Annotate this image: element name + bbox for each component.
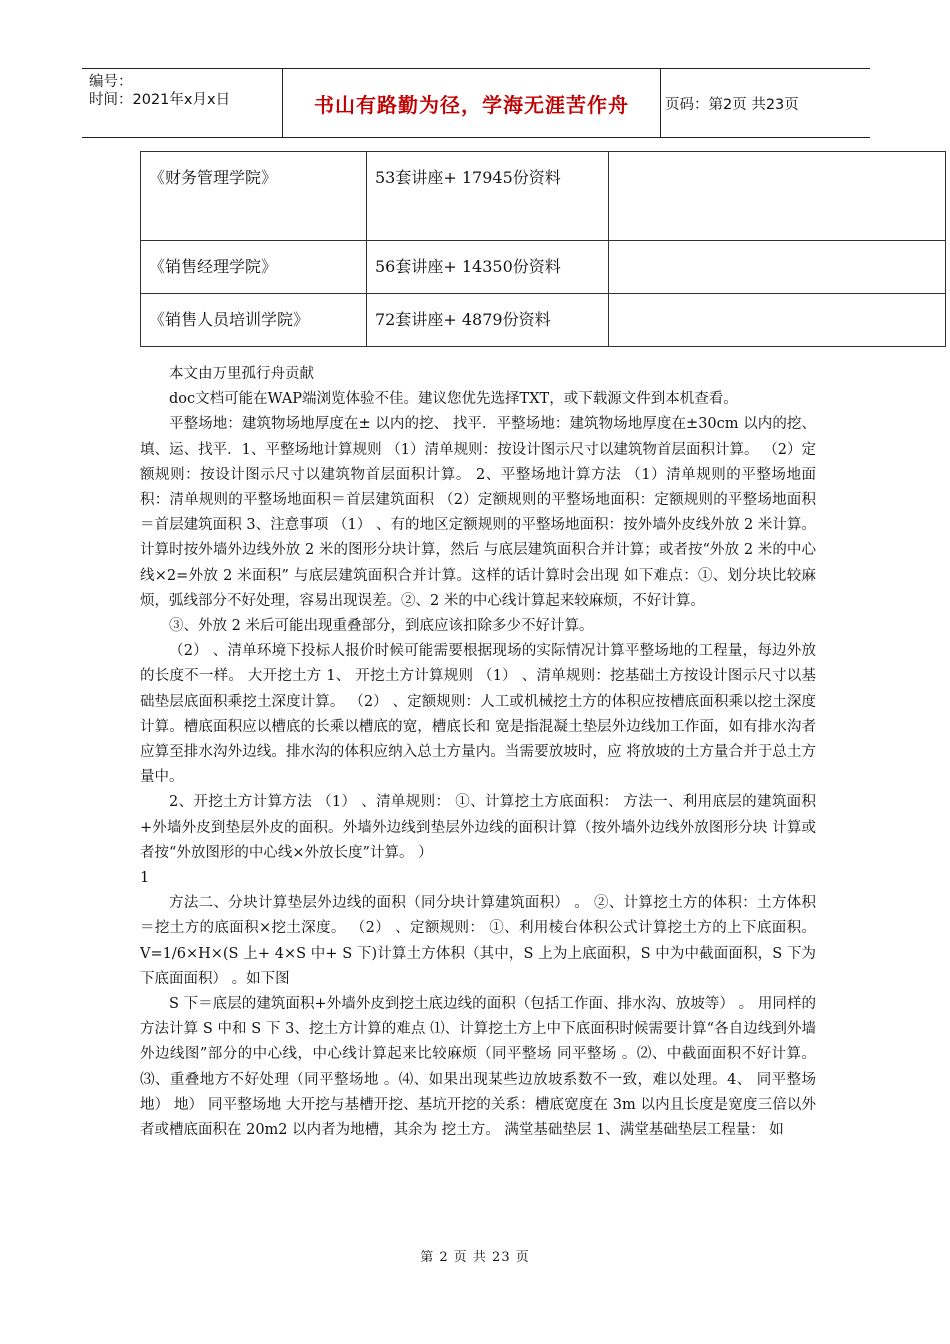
table-cell-extra (609, 152, 946, 241)
paragraph: ③、外放 2 米后可能出现重叠部分，到底应该扣除多少不好计算。 (169, 618, 594, 635)
header-motto: 书山有路勤为径，学海无涯苦作舟 (314, 92, 629, 117)
table-row (141, 294, 946, 347)
header-page-info: 页码：第2页 共23页 (665, 96, 799, 113)
resource-table (140, 151, 946, 347)
document-body (140, 362, 816, 1143)
table-cell-extra (609, 294, 946, 347)
table-cell-name: 《销售人员培训学院》 (141, 294, 367, 347)
table-cell-name: 《财务管理学院》 (141, 152, 367, 241)
header-divider (660, 69, 661, 137)
header-meta (89, 73, 279, 109)
header-number: 编号： (89, 74, 133, 90)
inline-page-number: 1 (140, 870, 150, 887)
table-cell-desc: 72套讲座+ 4879份资料 (367, 294, 609, 347)
table-row (141, 152, 946, 241)
paragraph: 平整场地：建筑物场地厚度在± 以内的挖、 找平．平整场地：建筑物场地厚度在±30cm 以内的挖、填、运、找平．1、平整场地计算规则 （1）清单规则：按设计图示尺寸以建筑物首层面积计算。 （2）定额规则：按设计图示尺寸以建筑物首层面积计算。 2、平整场地计算方法 （1）清单规则的平整场地面积：清单规则的平整场地面积＝首层建筑面积 （2）定额规则的平整场地面积：定额规则的平整场地面积＝首层建筑面积 3、注意事项 （1） 、有的地区定额规则的平整场地面积：按外墙外皮线外放 2 米计算。计算时按外墙外边线外放 2 米的图形分块计算，然后 与底层建筑面积合并计算；或者按“外放 2 米的中心线×2=外放 2 米面积” 与底层建筑面积合并计算。这样的话计算时会出现 如下难点：①、划分块比较麻烦，弧线部分不好处理，容易出现误差。②、2 米的中心线计算起来较麻烦，不好计算。 (140, 416, 816, 609)
table-cell-desc: 53套讲座+ 17945份资料 (367, 152, 609, 241)
paragraph: 方法二、分块计算垫层外边线的面积（同分块计算建筑面积） 。 ②、计算挖土方的体积：土方体积＝挖土方的底面积×挖土深度。 （2） 、定额规则： ①、利用棱台体积公式计算挖土方的上下底面积。 V=1/6×H×(S 上+ 4×S 中+ S 下)计算土方体积（其中，S 上为上底面积，S 中为中截面面积，S 下为下底面面积） 。如下图 (140, 895, 816, 987)
page-footer: 第 2 页 共 23 页 (420, 1250, 530, 1265)
table-cell-name: 《销售经理学院》 (141, 241, 367, 294)
paragraph-notice: doc文档可能在WAP端浏览体验不佳。建议您优先选择TXT，或下载源文件到本机查看。 (169, 391, 738, 408)
page-header (82, 68, 870, 138)
table-cell-desc: 56套讲座+ 14350份资料 (367, 241, 609, 294)
paragraph: （2） 、清单环境下投标人报价时候可能需要根据现场的实际情况计算平整场地的工程量，每边外放的长度不一样。 大开挖土方 1、 开挖土方计算规则 （1） 、清单规则：挖基础土方按设计图示尺寸以基础垫层底面积乘挖土深度计算。 （2） 、定额规则：人工或机械挖土方的体积应按槽底面积乘以挖土深度计算。槽底面积应以槽底的长乘以槽底的宽，槽底长和 宽是指混凝土垫层外边线加工作面，如有排水沟者应算至排水沟外边线。排水沟的体积应纳入总土方量内。当需要放坡时，应 将放坡的土方量合并于总土方量中。 (140, 643, 816, 786)
table-cell-extra (609, 241, 946, 294)
header-time: 时间：2021年x月x日 (89, 92, 231, 108)
paragraph: 2、开挖土方计算方法 （1） 、清单规则： ①、计算挖土方底面积： 方法一、利用底层的建筑面积+外墙外皮到垫层外皮的面积。外墙外边线到垫层外边线的面积计算（按外墙外边线外放图形分块 计算或者按“外放图形的中心线×外放长度”计算。 ） (140, 794, 816, 861)
paragraph: S 下＝底层的建筑面积+外墙外皮到挖土底边线的面积（包括工作面、排水沟、放坡等） 。 用同样的方法计算 S 中和 S 下 3、挖土方计算的难点 ⑴、计算挖土方上中下底面积时候需要计算“各自边线到外墙外边线图”部分的中心线，中心线计算起来比较麻烦（同平整场 同平整场 。⑵、中截面面积不好计算。⑶、重叠地方不好处理（同平整场地 。⑷、如果出现某些边放坡系数不一致，难以处理。4、 同平整场地） 地） 同平整场地 大开挖与基槽开挖、基坑开挖的关系：槽底宽度在 3m 以内且长度是宽度三倍以外者或槽底面积在 20m2 以内者为地槽，其余为 挖土方。 满堂基础垫层 1、满堂基础垫层工程量： 如 (140, 996, 816, 1139)
table-row (141, 241, 946, 294)
paragraph-contributor: 本文由万里孤行舟贡献 (169, 366, 314, 382)
